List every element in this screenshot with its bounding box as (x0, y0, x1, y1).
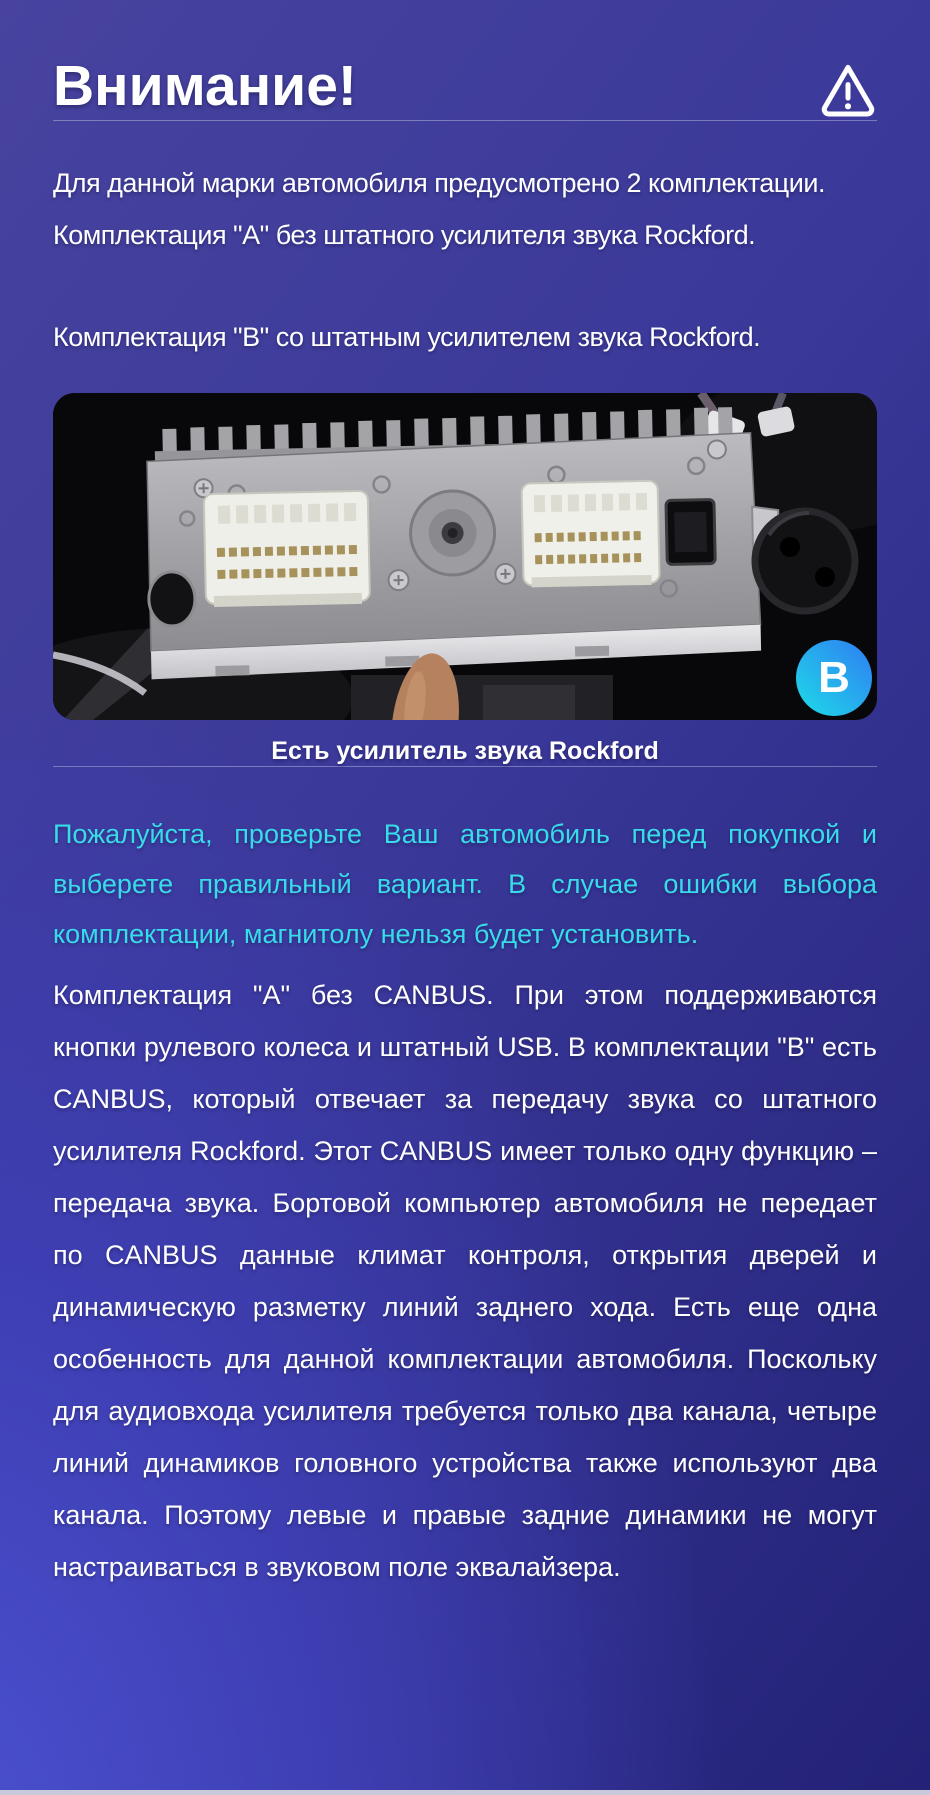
intro-sentence-1: Для данной марки автомобиля предусмотрено 2 комплектации. (53, 168, 825, 198)
bottom-edge-strip (0, 1790, 930, 1795)
page-title: Внимание! (53, 53, 357, 118)
center-knockout (410, 490, 496, 576)
stereo-rear-photo (53, 393, 877, 720)
connector-left (204, 491, 370, 607)
variant-b-badge-label: B (818, 653, 850, 702)
variant-b-paragraph: Комплектация "В" со штатным усилителем звука Rockford. (53, 322, 761, 352)
intro-sentence-2: Комплектация "А" без штатного усилителя звука Rockford. (53, 220, 756, 250)
stereo-rear-photo-art (53, 393, 877, 720)
top-divider (53, 120, 877, 121)
middle-divider (53, 766, 877, 767)
purchase-warning-text: Пожалуйста, проверьте Ваш автомобиль перед покупкой и выберете правильный вариант. В случае ошибки выбора комплектации, магнитолу нельзя будет установить. (53, 819, 877, 949)
connector-right (522, 481, 660, 588)
round-knob (755, 511, 855, 611)
intro-paragraph (53, 157, 877, 261)
page-header (53, 0, 877, 120)
warning-triangle-icon (819, 60, 877, 120)
canbus-details-text: Комплектация "А" без CANBUS. При этом поддерживаются кнопки рулевого колеса и штатный USB. В комплектации "В" есть CANBUS, который отвечает за передачу звука со штатного усилителя Rockford. Этот CANBUS имеет только одну функцию – передача звука. Бортовой компьютер автомобиля не передает по CANBUS данные климат контроля, открытия дверей и динамическую разметку линий заднего хода. Есть еще одна особенность для данной комплектации автомобиля. Поскольку для аудиовхода усилителя требуется только два канала, четыре линий динамиков головного устройства также используют два канала. Поэтому левые и правые задние динамики не могут настраиваться в звуковом поле эквалайзера. (53, 980, 877, 1582)
variant-b-figure (53, 393, 877, 766)
variant-b-badge (796, 640, 872, 716)
photo-caption: Есть усилитель звука Rockford (271, 737, 659, 765)
